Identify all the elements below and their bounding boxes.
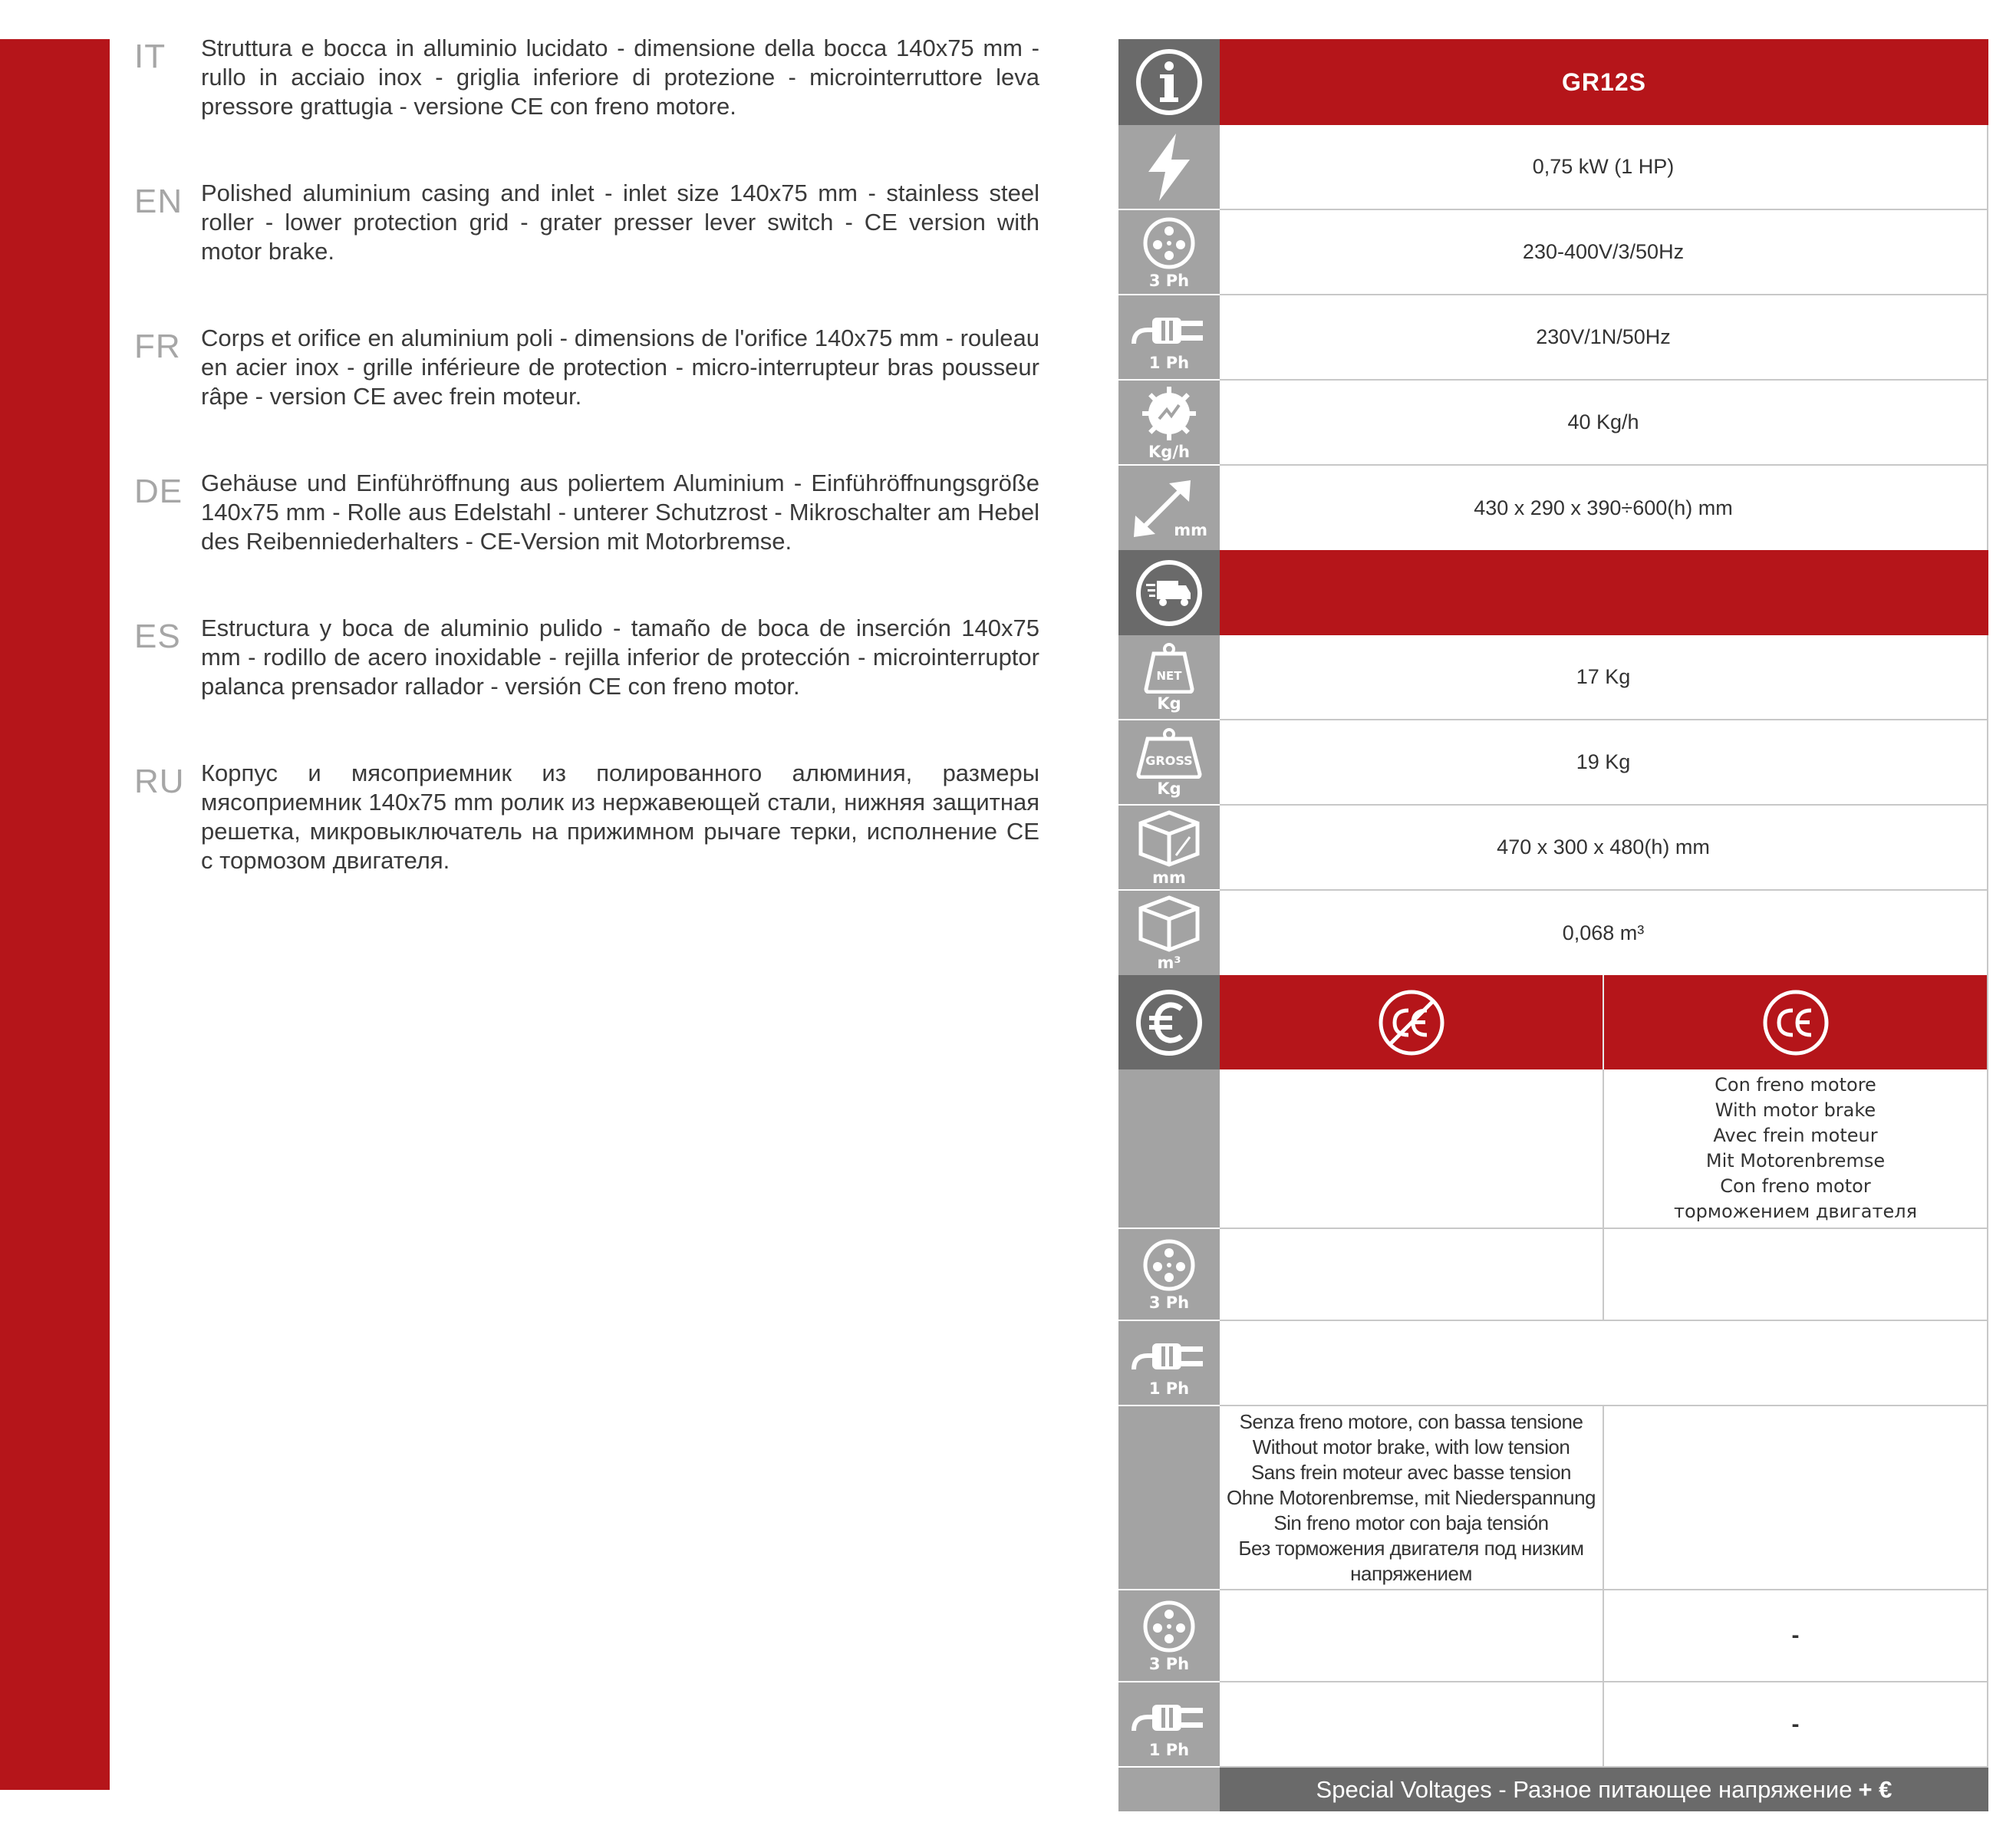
weight-bag-icon xyxy=(1141,643,1197,694)
info-icon-cell xyxy=(1118,39,1220,127)
spec-row-volume xyxy=(1118,891,1988,975)
lang-code: FR xyxy=(134,328,181,365)
single-phase-label: 1 Ph xyxy=(1148,1740,1190,1759)
lang-text: Corps et orifice en aluminium poli - dimensions de l'orifice 140x75 mm - rouleau en acier inox - grille inférieure de protection - micro-interrupteur bras pousseur râpe - version CE avec frein moteur. xyxy=(201,325,1039,410)
side-color-bar xyxy=(0,39,110,1790)
dimensions-icon-cell xyxy=(1118,466,1220,552)
single-phase-icon-cell xyxy=(1118,1682,1220,1768)
lightning-icon xyxy=(1142,132,1196,203)
ce-note-line: Con freno motore xyxy=(1715,1074,1876,1096)
single-phase-label: 1 Ph xyxy=(1148,353,1190,372)
price-cell xyxy=(1220,1682,1604,1766)
ce-icon xyxy=(1761,987,1831,1058)
spec-row-capacity xyxy=(1118,381,1988,466)
price-header-split xyxy=(1220,975,1988,1069)
ce-note-line: Mit Motorenbremse xyxy=(1705,1150,1886,1172)
price-cell xyxy=(1220,1229,1604,1320)
price-3ph-split xyxy=(1220,1590,1988,1681)
voltage-3ph-value: 230-400V/3/50Hz xyxy=(1220,210,1988,294)
no-ce-note-line: Without motor brake, with low tension xyxy=(1252,1435,1570,1458)
three-phase-label: 3 Ph xyxy=(1148,1655,1190,1673)
lang-text: Корпус и мясоприемник из полированного алюминия, размеры мясоприемник 140x75 mm ролик из нержавеющей стали, нижняя защитная решетка, микровыключатель на прижимном рычаге терки, исполнение CE с тормозом двигателя. xyxy=(201,760,1039,874)
special-voltages-price: + € xyxy=(1858,1775,1892,1803)
three-phase-icon-cell xyxy=(1118,210,1220,295)
lang-code: EN xyxy=(134,183,183,220)
price-dash: - xyxy=(1791,1623,1800,1648)
lang-text: Struttura e bocca in alluminio lucidato - dimensione della bocca 140x75 mm - rullo in acciaio inox - griglia inferiore di protezione - microinterruttore leva pressore grattugia - versione CE con freno motore. xyxy=(201,35,1039,120)
spec-row-price-3ph-a xyxy=(1118,1229,1988,1321)
single-phase-icon-cell xyxy=(1118,1321,1220,1406)
three-phase-plug-icon xyxy=(1141,1237,1197,1293)
lang-text: Estructura y boca de aluminio pulido - tamaño de boca de inserción 140x75 mm - rodillo de acero inoxidable - rejilla inferior de protección - microinterruptor palanca prensador rallador - versión CE con freno motor. xyxy=(201,615,1039,700)
no-ce-note-line: напряжением xyxy=(1350,1561,1472,1585)
spec-row-package-dimensions xyxy=(1118,806,1988,891)
ce-note-line: торможением двигателя xyxy=(1673,1201,1918,1222)
price-icon-cell xyxy=(1118,975,1220,1071)
description-en xyxy=(134,179,1039,324)
grater-gear-icon xyxy=(1141,385,1197,442)
special-voltages-footer xyxy=(1220,1768,1988,1811)
capacity-value: 40 Kg/h xyxy=(1220,381,1988,464)
no-ce-header xyxy=(1220,975,1604,1069)
gross-weight-unit: Kg xyxy=(1157,779,1181,798)
three-phase-icon-cell xyxy=(1118,1229,1220,1321)
lang-code: RU xyxy=(134,763,185,800)
lang-text: Polished aluminium casing and inlet - inlet size 140x75 mm - stainless steel roller - lower protection grid - grater presser lever switch - CE version with motor brake. xyxy=(201,180,1039,265)
single-phase-plug-icon xyxy=(1131,1691,1207,1740)
package-dimensions-value: 470 x 300 x 480(h) mm xyxy=(1220,806,1988,889)
net-weight-value: 17 Kg xyxy=(1220,635,1988,719)
single-phase-label: 1 Ph xyxy=(1148,1379,1190,1398)
no-ce-note-line: Sin freno motor con baja tensión xyxy=(1273,1511,1549,1534)
ce-note-line: Avec frein moteur xyxy=(1713,1125,1878,1146)
no-ce-note-line: Без торможения двигателя под низким xyxy=(1238,1536,1584,1560)
description-de xyxy=(134,469,1039,614)
spec-row-price-header xyxy=(1118,975,1988,1069)
price-cell xyxy=(1604,1590,1988,1681)
spec-row-power xyxy=(1118,125,1988,210)
capacity-icon-cell xyxy=(1118,381,1220,466)
volume-icon-cell xyxy=(1118,891,1220,977)
spec-row-voltage-1ph xyxy=(1118,295,1988,381)
package-icon-cell xyxy=(1118,806,1220,891)
price-cell xyxy=(1604,1229,1988,1320)
no-ce-note-line: Sans frein moteur avec basse tension xyxy=(1250,1460,1571,1484)
gross-weight-value: 19 Kg xyxy=(1220,720,1988,804)
single-phase-icon-cell xyxy=(1118,295,1220,381)
spec-row-ce-note xyxy=(1118,1069,1988,1229)
net-badge-text: NET xyxy=(1156,668,1182,683)
description-it xyxy=(134,34,1039,179)
price-cell xyxy=(1604,1682,1988,1766)
no-ce-note-split xyxy=(1220,1406,1988,1589)
ce-note-split xyxy=(1220,1069,1988,1228)
no-ce-note-line: Senza freno motore, con bassa tensione xyxy=(1239,1409,1583,1433)
ce-empty-cell xyxy=(1604,1406,1988,1589)
package-unit-label: mm xyxy=(1152,868,1186,887)
single-phase-plug-icon xyxy=(1131,1330,1207,1379)
info-icon xyxy=(1134,47,1204,117)
gross-badge-text: GROSS xyxy=(1145,753,1193,768)
price-3ph-split xyxy=(1220,1229,1988,1320)
special-voltages-text: Special Voltages - Разное питающее напряжение xyxy=(1316,1775,1853,1803)
volume-value: 0,068 m³ xyxy=(1220,891,1988,975)
no-ce-empty-cell xyxy=(1220,1069,1604,1228)
ce-note-line: Con freno motor xyxy=(1720,1175,1871,1197)
volume-unit-label: m³ xyxy=(1157,954,1181,972)
spec-table xyxy=(1118,39,1988,1811)
spec-row-net-weight xyxy=(1118,635,1988,720)
lang-code: DE xyxy=(134,473,183,510)
spec-row-price-1ph-a xyxy=(1118,1321,1988,1406)
no-ce-note-cell xyxy=(1220,1406,1604,1589)
no-ce-note-line: Ohne Motorenbremse, mit Niederspannung xyxy=(1226,1485,1596,1509)
description-ru xyxy=(134,759,1039,904)
description-es xyxy=(134,614,1039,759)
power-icon-cell xyxy=(1118,125,1220,210)
gross-weight-icon-cell xyxy=(1118,720,1220,806)
volume-box-icon xyxy=(1136,895,1202,953)
empty-icon-cell xyxy=(1118,1768,1220,1813)
voltage-1ph-value: 230V/1N/50Hz xyxy=(1220,295,1988,379)
price-dash: - xyxy=(1791,1711,1800,1737)
shipping-header-band xyxy=(1220,550,1988,635)
price-1ph-split xyxy=(1220,1682,1988,1766)
ce-note-text xyxy=(1674,1073,1917,1224)
price-cell xyxy=(1220,1590,1604,1681)
lang-code: IT xyxy=(134,38,166,75)
no-ce-note-text xyxy=(1227,1409,1596,1587)
net-weight-unit: Kg xyxy=(1157,694,1181,713)
three-phase-plug-icon xyxy=(1141,1599,1197,1654)
ce-note-line: With motor brake xyxy=(1715,1099,1876,1121)
package-box-icon xyxy=(1136,809,1202,868)
lang-code: ES xyxy=(134,618,181,655)
spec-row-dimensions xyxy=(1118,466,1988,550)
spec-row-price-3ph-b xyxy=(1118,1590,1988,1682)
empty-icon-cell xyxy=(1118,1406,1220,1590)
euro-icon xyxy=(1134,987,1204,1058)
spec-row-footer xyxy=(1118,1768,1988,1811)
single-phase-plug-icon xyxy=(1131,304,1207,353)
empty-icon-cell xyxy=(1118,1069,1220,1229)
ce-note-cell xyxy=(1604,1069,1988,1228)
dimensions-value: 430 x 290 x 390÷600(h) mm xyxy=(1220,466,1988,550)
description-list xyxy=(134,34,1039,904)
three-phase-label: 3 Ph xyxy=(1148,271,1190,290)
three-phase-label: 3 Ph xyxy=(1148,1293,1190,1312)
three-phase-icon-cell xyxy=(1118,1590,1220,1682)
weight-bag-gross-icon xyxy=(1134,728,1204,779)
delivery-truck-icon xyxy=(1134,558,1204,628)
spec-row-no-ce-note xyxy=(1118,1406,1988,1590)
power-value: 0,75 kW (1 HP) xyxy=(1220,125,1988,209)
spec-row-gross-weight xyxy=(1118,720,1988,806)
ce-header xyxy=(1604,975,1988,1069)
no-ce-icon xyxy=(1376,987,1447,1058)
description-fr xyxy=(134,324,1039,469)
price-cell-merged xyxy=(1220,1321,1988,1405)
spec-row-voltage-3ph xyxy=(1118,210,1988,295)
shipping-icon-cell xyxy=(1118,550,1220,637)
model-name: GR12S xyxy=(1220,39,1988,125)
capacity-label: Kg/h xyxy=(1148,442,1190,461)
lang-text: Gehäuse und Einführöffnung aus poliertem Aluminium - Einführöffnungsgröße 140x75 mm - Rolle aus Edelstahl - unterer Schutzrost - Mikroschalter am Hebel des Reibenniederhalters - CE-Version mit Motorbremse. xyxy=(201,470,1039,555)
net-weight-icon-cell xyxy=(1118,635,1220,720)
spec-row-model xyxy=(1118,39,1988,125)
dimensions-label: mm xyxy=(1174,521,1207,539)
spec-row-shipping-header xyxy=(1118,550,1988,635)
three-phase-plug-icon xyxy=(1141,216,1197,271)
spec-row-price-1ph-b xyxy=(1118,1682,1988,1768)
